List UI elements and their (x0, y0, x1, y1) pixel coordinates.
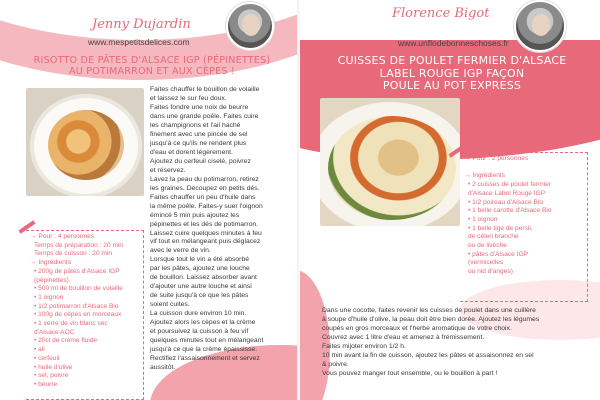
ingredient-line: • pâtes d'Alsace IGP (468, 250, 529, 258)
instruction-line: émincé 5 min puis ajoutez les (150, 211, 240, 219)
instruction-line: quelques minutes tout en mélangeant (150, 337, 264, 345)
ingredient-line: d'Alsace Label Rouge IGP (468, 189, 546, 197)
author-portrait-icon (514, 0, 566, 52)
instruction-line: dans une grande poêle. Faites cuire (150, 112, 259, 120)
instruction-line: d'eau et dorent légèrement. (150, 148, 233, 156)
ingredient-line: → Ingrédients (464, 172, 506, 180)
ingredient-line: d'Alsace AOC (34, 328, 75, 336)
ingredient-line: • 1 verre de vin blanc sec (34, 320, 108, 328)
instruction-line: pépinettes et les dés de potimarron. (150, 220, 259, 228)
instruction-line: les champignons et l'ail haché (150, 121, 241, 129)
instruction-line: Faites mijoter environ 1/2 h. (322, 342, 406, 350)
instruction-line: de bouillon. Laissez absorber avant (150, 274, 257, 282)
pencil-icon (18, 220, 35, 234)
ingredient-line: Temps de cuisson : 20 min (34, 250, 113, 258)
recipe-title (312, 55, 592, 93)
instruction-line: Ajoutez du cerfeuil ciselé, poivrez (150, 157, 251, 165)
instruction-line: Lavez la peau du potimarron, retirez (150, 175, 259, 183)
instruction-line: Vous pouvez manger tout ensemble, ou le bouillon à part ! (322, 369, 498, 377)
recipe-title-line: CUISSES DE POULET FERMIER D'ALSACE (337, 54, 567, 67)
instruction-line: Ajoutez alors les cèpes et la crème (150, 319, 256, 327)
instruction-line: avec le verre de vin. (150, 247, 211, 255)
ingredient-line: • 1 oignon (34, 293, 64, 301)
ingredient-line: • cerfeuil (34, 354, 60, 362)
ingredient-line: ou nid d'anges) (468, 268, 513, 276)
instruction-line: et réservez. (150, 166, 186, 174)
instruction-line: La cuisson dure environ 10 min. (150, 310, 247, 318)
author-portrait-icon (226, 2, 274, 50)
instruction-line: par les pâtes, ajoutez une louche (150, 265, 250, 273)
author-name: Jenny Dujardin (92, 17, 191, 32)
instruction-line: Faites fondre une noix de beurre (150, 103, 249, 111)
ingredient-line: • 1 oignon (468, 215, 498, 223)
instruction-line: à soupe d'huile d'olive, la peau doit être bien dorée. Ajoutez les légumes (322, 315, 540, 323)
instruction-line: Rectifiez l'assaisonnement et servez (150, 355, 260, 363)
ingredient-line: • huile d'olive (34, 363, 73, 371)
ingredient-line: • sel, poivre (34, 372, 69, 380)
risotto-dish-image (26, 88, 144, 196)
ingredient-line: • 1/2 poireau d'Alsace Bio (468, 198, 544, 206)
ingredient-line: • beurre (34, 380, 58, 388)
instructions-text (322, 307, 592, 379)
recipe-title-line: AU POTIMARRON ET AUX CÈPES ! (69, 66, 235, 78)
instruction-line: Couvrez avec 1 litre d'eau et amenez à frémissement. (322, 333, 485, 341)
instruction-line: vif tout en mélangeant puis déglacez (150, 238, 261, 246)
right-page (300, 0, 600, 400)
instruction-line: jusqu'à ce que la crème épaississe. (150, 346, 258, 354)
instruction-line: les graines. Découpez en petits dés. (150, 184, 260, 192)
instruction-line: jusqu'à ce qu'ils ne rendent plus (150, 139, 247, 147)
ingredient-line: ou de livèche (468, 242, 507, 250)
author-url[interactable]: www.unflodebonneschoses.fr (398, 38, 509, 48)
ingredient-line: → Pour : 2 personnes (464, 155, 529, 162)
recipe-title-line: RISOTTO DE PÂTES D'ALSACE IGP (PÉPINETTES) (33, 55, 271, 66)
ingredient-line: • 2 cuisses de poulet fermier (468, 181, 551, 189)
ingredients-box (26, 230, 144, 400)
instruction-line: la même poêle. Faites-y suer l'oignon (150, 202, 263, 210)
ingredient-line: → Ingrédients (30, 259, 72, 267)
author-url[interactable]: www.mespetitsdelices.com (88, 37, 190, 47)
instruction-line: Faites chauffer le bouillon de volaille (150, 86, 260, 93)
ingredient-line: • 200g de pâtes d'Alsace IGP (34, 267, 120, 275)
author-name: Florence Bigot (392, 6, 490, 21)
instruction-line: soient cuites. (150, 301, 190, 309)
ingredient-line: → Pour : 4 personnes (30, 233, 95, 240)
instruction-line: & poivre. (322, 360, 349, 368)
instruction-line: de suite jusqu'à ce que les pâtes (150, 292, 249, 300)
instruction-line: aussitôt. (150, 364, 176, 372)
ingredient-line: • 100g de cèpes en morceaux (34, 311, 122, 319)
instruction-line: et poursuivez la cuisson à feu vif (150, 328, 249, 336)
instruction-line: et laissez le sur feu doux. (150, 94, 227, 102)
ingredient-line: • 500 ml de bouillon de volaille (34, 285, 123, 293)
instructions-text (150, 86, 290, 373)
ingredient-line: (pépinettes) (34, 276, 69, 284)
instruction-line: coupés en gros morceaux et l'herbe aromatique de votre choix. (322, 324, 512, 332)
ingredient-line: • ail (34, 346, 45, 354)
instruction-line: 10 min avant la fin de cuisson, ajoutez les pâtes et assaisonnez en sel (322, 351, 534, 359)
recipe-title (12, 55, 292, 77)
ingredient-line (464, 164, 583, 173)
ingredient-line: • 20cl de crème fluide (34, 337, 98, 345)
instruction-line: Dans une cocotte, faites revenir les cuisses de poulet dans une cuillère (322, 307, 536, 314)
instruction-line: d'ajouter une autre louche et ainsi (150, 283, 252, 291)
ingredient-line: (vermicelles (468, 259, 504, 267)
ingredient-line: • 1 belle carotte d'Alsace Bio (468, 207, 552, 215)
ingredient-line: de céleri branche (468, 233, 519, 241)
instruction-line: finement avec une pincée de sel (150, 130, 248, 138)
ingredient-line: • 1/2 potimarron d'Alsace Bio (34, 302, 119, 310)
ingredient-line: • 1 belle tige de persil, (468, 224, 533, 232)
instruction-line: Laissez cuire quelques minutes à feu (150, 229, 262, 237)
instruction-line: Faites chauffer un peu d'huile dans (150, 193, 256, 201)
recipe-title-line: POULE AU POT EXPRESS (382, 79, 522, 93)
instruction-line: Lorsque tout le vin a été absorbé (150, 256, 249, 264)
chicken-pot-dish-image (320, 98, 460, 226)
ingredients-box (460, 152, 588, 302)
recipe-title-line: LABEL ROUGE IGP FAÇON (379, 66, 525, 80)
ingredient-line: Temps de préparation : 20 min (34, 241, 124, 249)
